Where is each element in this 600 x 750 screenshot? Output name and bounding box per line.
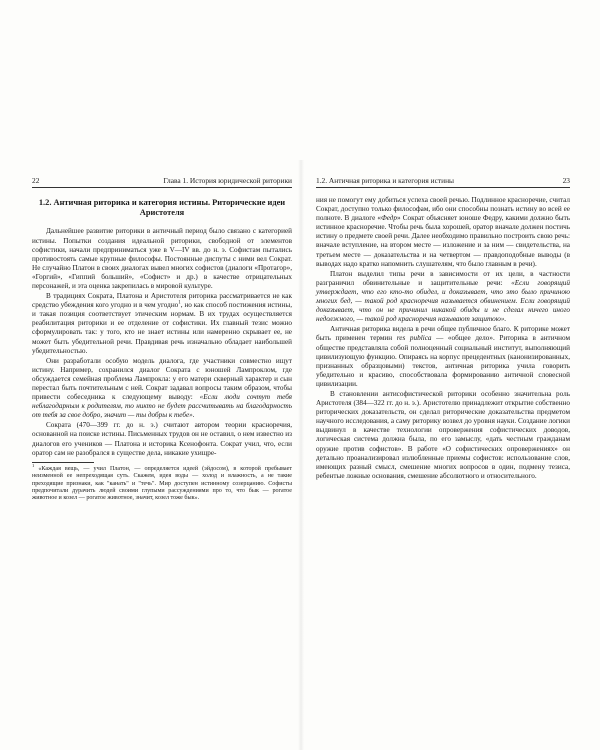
footnote-mark: 1 xyxy=(32,462,35,468)
footnote-rule xyxy=(32,462,94,463)
right-p1-before: ния не помогут ему добиться успеха своей речью. Подлинное красноречие, считал Сократ, доступно только философам, ибо они способны познать истину во всей ее полноте. В диалоге « xyxy=(316,196,570,223)
right-p3-before: Античная риторика видела в речи общее публичное благо. К риторике может быть применен термин xyxy=(316,325,570,343)
right-p3-after: — «общее дело». Риторика в античном обществе представляла собой полноценный социальный институт, выполняющий цивилизующую функцию. Опираясь на корпус прецедентных (канонизированных, признанных образцовыми) текстов, античная риторика учила говорить убедительно и красиво, способствовала формированию античной словесной цивилизации. xyxy=(316,334,571,388)
right-paragraph-1 xyxy=(316,196,570,269)
left-p2-before: В традициях Сократа, Платона и Аристотеля риторика рассматривается не как средство убеждения кого угодно и в чем угодно xyxy=(32,292,292,310)
right-paragraph-2 xyxy=(316,270,570,325)
left-page-number: 22 xyxy=(32,176,40,185)
book-gutter xyxy=(298,160,304,750)
section-heading: 1.2. Античная риторика и категория истины. Риторические идеи Аристотеля xyxy=(38,198,286,218)
left-p3-quote: «Если люди сочтут тебя неблагодарным к родителям, то никто не будет рассчитывать на благодарность от тебя за свое добро, значит — ты добры к тебе». xyxy=(32,393,293,420)
right-running-title: 1.2. Античная риторика и категория истины xyxy=(316,176,455,185)
left-paragraph-2 xyxy=(32,292,292,356)
footnote-text: «Каждая вещь, — учил Платон, — определяется идеей (эйдосом), в которой пребывает неизменной ее непреходящая суть. Скажем, идея воды — холод и влажность, а не такие преходящие признаки, как "канать" и "течь". Мир доступен истинному созерцанию. Софисты предпочитали дурачить людей своими глупыми рассуждениями про то, что бык — рогатое животное и козел — рогатое животное, значит, козел тоже бык». xyxy=(32,465,292,502)
left-p2-after: , но как способ постижения истины, и такая позиция соответствует этическим нормам. В их трудах осуществляется реабилитация риторики и ее отделение от софистики. Их главный тезис можно сформулировать так: у того, кто не знает истины или намеренно скрывает ее, не может быть убедительной речи. Правдивая речь изначально обладает наибольшей убедительностью. xyxy=(32,301,292,355)
right-p1-after: » Сократ объясняет юноше Федру, какими должно быть истинное красноречие. Чтобы речь была хорошей, оратор вначале должен постичь истину о предмете своей речи. Далее необходимо правильно построить свою речь: вначале вступление, на втором месте — изложение и за ним — свидетельства, на третьем месте — доказательства и на четвертом — правдоподобные выводы (в выводах надо кратко напомнить слушателям, что было главным в речи). xyxy=(316,214,570,268)
right-running-head xyxy=(316,176,570,186)
left-body xyxy=(32,196,292,503)
right-p2-before: Платон выделил типы речи в зависимости от их цели, в частности разграничил обвинительные и защитительные речи: xyxy=(316,269,570,287)
left-p3-plain: Они разработали особую модель диалога, где участники совместно ищут истину. Например, сохранился диалог Сократа с юношей Лампроклом, где обсуждается семейная проблема Лампрокла: у его матери скверный характер и сын перестал быть почтительным с ней. Сократ задавал вопросы таким образом, чтобы привести собеседника к следующему выводу: xyxy=(32,356,292,402)
right-header-rule xyxy=(316,187,570,188)
footnote-reference: 1 xyxy=(178,300,181,306)
left-running-head xyxy=(32,176,292,186)
right-paragraph-4: В становлении антисофистической риторики особенно значительна роль Аристотеля (384—322 гг. до н. э.). Аристотелю принадлежит открытие собственно риторических доказательств, он сделал риторические доказательства предметом научного исследования, а саму риторику возвел до уровня науки. Создание логики выдвинул в качестве технологии опровержения софистических доводов, логическая система должна была, по его замыслу, «дать честным гражданам оружие против софистов». В работе «О софистических опровержениях» он детально проанализировал излюбленные приемы софистов: использование слов, имеющих разный смысл, смешение многих вопросов в один, подмену тезиса, ребентые ложные основания, смешение абсолютного и относительного. xyxy=(316,389,570,480)
left-header-rule xyxy=(32,187,292,188)
right-p2-quote: «Если говорящий утверждает, что его кто-то обидел, и доказывает, что это было причиною многих бед, — такой род красноречия называется обвинением. Если говорящий доказывает, что он не причинил никакой обиды и не сделал ничего иного недолжного, — такой род красноречия называют защитою». xyxy=(316,278,570,324)
right-paragraph-3 xyxy=(316,325,570,389)
left-paragraph-4: Сократа (470—399 гг. до н. э.) считают автором теории красноречия, основанной на поиске истины. Письменных трудов он не оставил, о нем известно из диалогов его учеников — Платона и историка Ксенофонта. Сократ учил, что, если оратор сам не разобрался в существе дела, никакие ухищре- xyxy=(32,421,292,457)
right-body xyxy=(316,196,570,481)
right-p1-italic: Федр xyxy=(381,214,398,223)
footnote xyxy=(32,462,292,503)
left-paragraph-3 xyxy=(32,357,292,421)
right-page-number: 23 xyxy=(562,176,570,185)
left-paragraph-1: Дальнейшее развитие риторики в античный период было связано с категорией истины. Попытки создания идеальной риторики, свободной от элементов софистики, начали предприниматься уже в V—IV вв. до н. э. Софистам пытались противостоять самые крупные философы. Постоянные диспуты с ними вел Сократ. Не случайно Платон в своих диалогах вывел многих софистов (диалоги «Протагор», «Горгий», «Гиппий больший», «Софист» и др.) в качестве отрицательных персонажей, и эта оценка закрепилась в мировой культуре. xyxy=(32,227,292,290)
right-p3-italic: res publica xyxy=(396,334,432,343)
left-running-title: Глава 1. История юридической риторики xyxy=(163,176,292,185)
